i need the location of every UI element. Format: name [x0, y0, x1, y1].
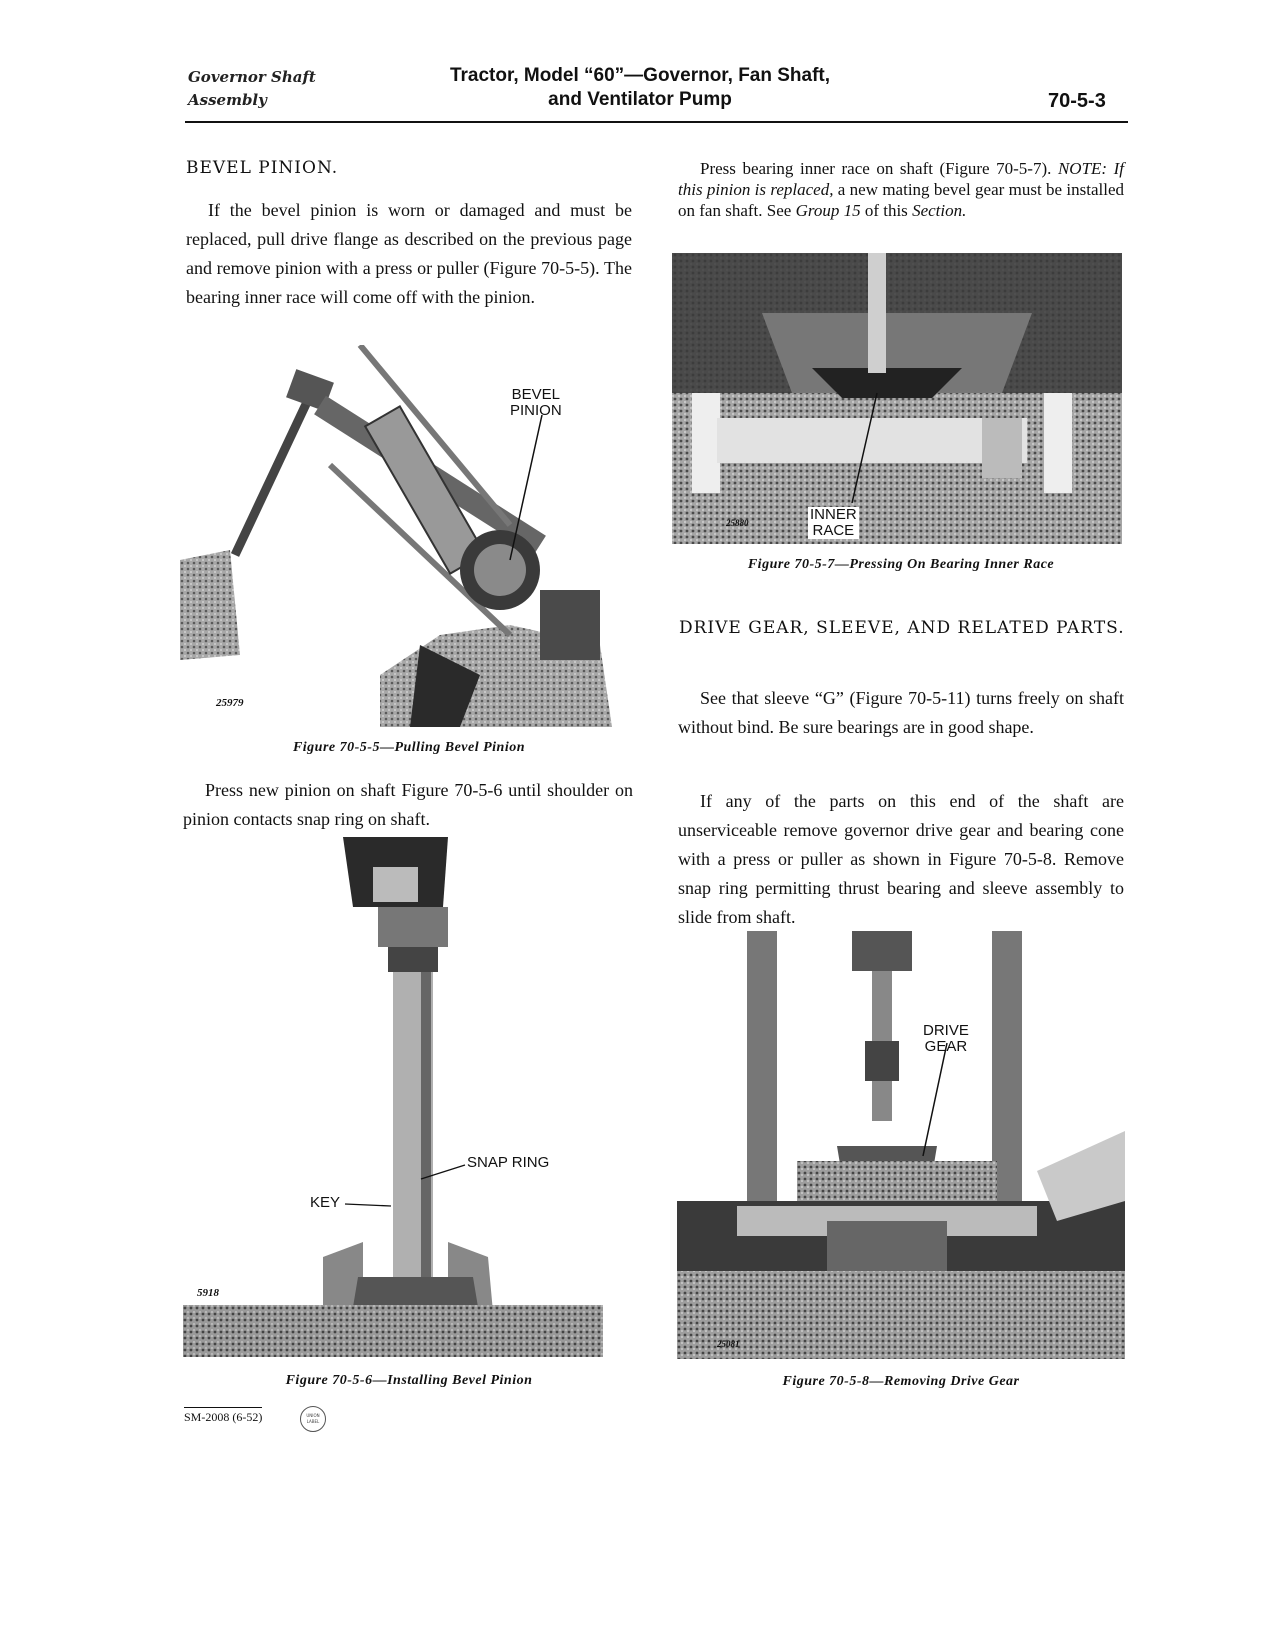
figure-number-25880: 25880	[726, 518, 749, 528]
caption-figure-70-5-6: Figure 70-5-6—Installing Bevel Pinion	[285, 1373, 533, 1388]
drive-gear-callout: DRIVE GEAR	[923, 1022, 969, 1055]
figure-70-5-6-leader-lines	[183, 837, 603, 1357]
caption-figure-70-5-7: Figure 70-5-7—Pressing On Bearing Inner Race	[747, 557, 1055, 572]
press-race-text-cont2: of this	[860, 201, 913, 220]
figure-pulling-bevel-pinion	[180, 345, 612, 727]
press-race-text-cont: a new mating bevel gear must be installed on fan shaft. See	[678, 180, 1124, 220]
figure-number-5918: 5918	[197, 1287, 219, 1299]
figure-number-25081: 25081	[717, 1339, 740, 1349]
sleeve-paragraph	[678, 684, 1124, 742]
drive-gear-heading: DRIVE GEAR, SLEEVE, AND RELATED PARTS.	[679, 618, 1125, 638]
press-race-paragraph	[678, 158, 1124, 221]
page-title	[400, 64, 880, 112]
press-pinion-paragraph	[183, 776, 633, 834]
caption-figure-70-5-5: Figure 70-5-5—Pulling Bevel Pinion	[292, 740, 526, 755]
figure-number-25979: 25979	[216, 697, 244, 709]
inner-race-callout: INNER RACE	[810, 506, 857, 539]
removing-drive-gear-photo	[677, 931, 1125, 1359]
sleeve-text: See that sleeve “G” (Figure 70-5-11) turns freely on shaft without bind. Be sure bearings are in good shape.	[678, 688, 1124, 737]
group-reference: Group 15	[795, 201, 861, 220]
page-title-line2: and Ventilator Pump	[548, 89, 732, 110]
page-number: 70-5-3	[1048, 90, 1106, 112]
header-rule	[185, 121, 1128, 123]
section-label	[188, 66, 316, 112]
bevel-pinion-heading: BEVEL PINION.	[186, 158, 339, 178]
pressing-inner-race-photo	[672, 253, 1122, 544]
union-label-seal: UNION LABEL	[300, 1406, 326, 1432]
press-race-text: Press bearing inner race on shaft (Figure 70-5-7).	[700, 159, 1052, 178]
bevel-pinion-paragraph	[186, 196, 632, 312]
note-text: NOTE: If this pinion is replaced,	[678, 159, 1125, 199]
bevel-pinion-text: If the bevel pinion is worn or damaged and must be replaced, pull drive flange as described on the previous page and remove pinion with a press or puller (Figure 70-5-5). The bearing inner race will come off with the pinion.	[186, 200, 632, 307]
key-callout: KEY	[310, 1194, 341, 1211]
snap-ring-callout: SNAP RING	[467, 1154, 550, 1171]
document-code: SM-2008 (6-52)	[184, 1407, 262, 1425]
unserviceable-text: If any of the parts on this end of the shaft are unserviceable remove governor drive gear and bearing cone with a press or puller as shown in Figure 70-5-8. Remove snap ring permitting thrust bearing and sleeve assembly to slide from shaft.	[678, 791, 1124, 927]
section-label-line2: Assembly	[188, 91, 267, 109]
bevel-pinion-callout: BEVEL PINION	[510, 386, 562, 419]
caption-figure-70-5-8: Figure 70-5-8—Removing Drive Gear	[782, 1374, 1020, 1389]
section-label-line1: Governor Shaft	[188, 68, 316, 86]
press-pinion-text: Press new pinion on shaft Figure 70-5-6 until shoulder on pinion contacts snap ring on shaft.	[183, 780, 633, 829]
page-title-line1: Tractor, Model “60”—Governor, Fan Shaft,	[449, 65, 831, 86]
section-reference: Section.	[912, 201, 967, 220]
figure-installing-bevel-pinion	[183, 837, 603, 1357]
figure-pressing-on-bearing-inner-race	[672, 253, 1122, 544]
figure-removing-drive-gear	[677, 931, 1125, 1359]
unserviceable-paragraph	[678, 787, 1124, 932]
